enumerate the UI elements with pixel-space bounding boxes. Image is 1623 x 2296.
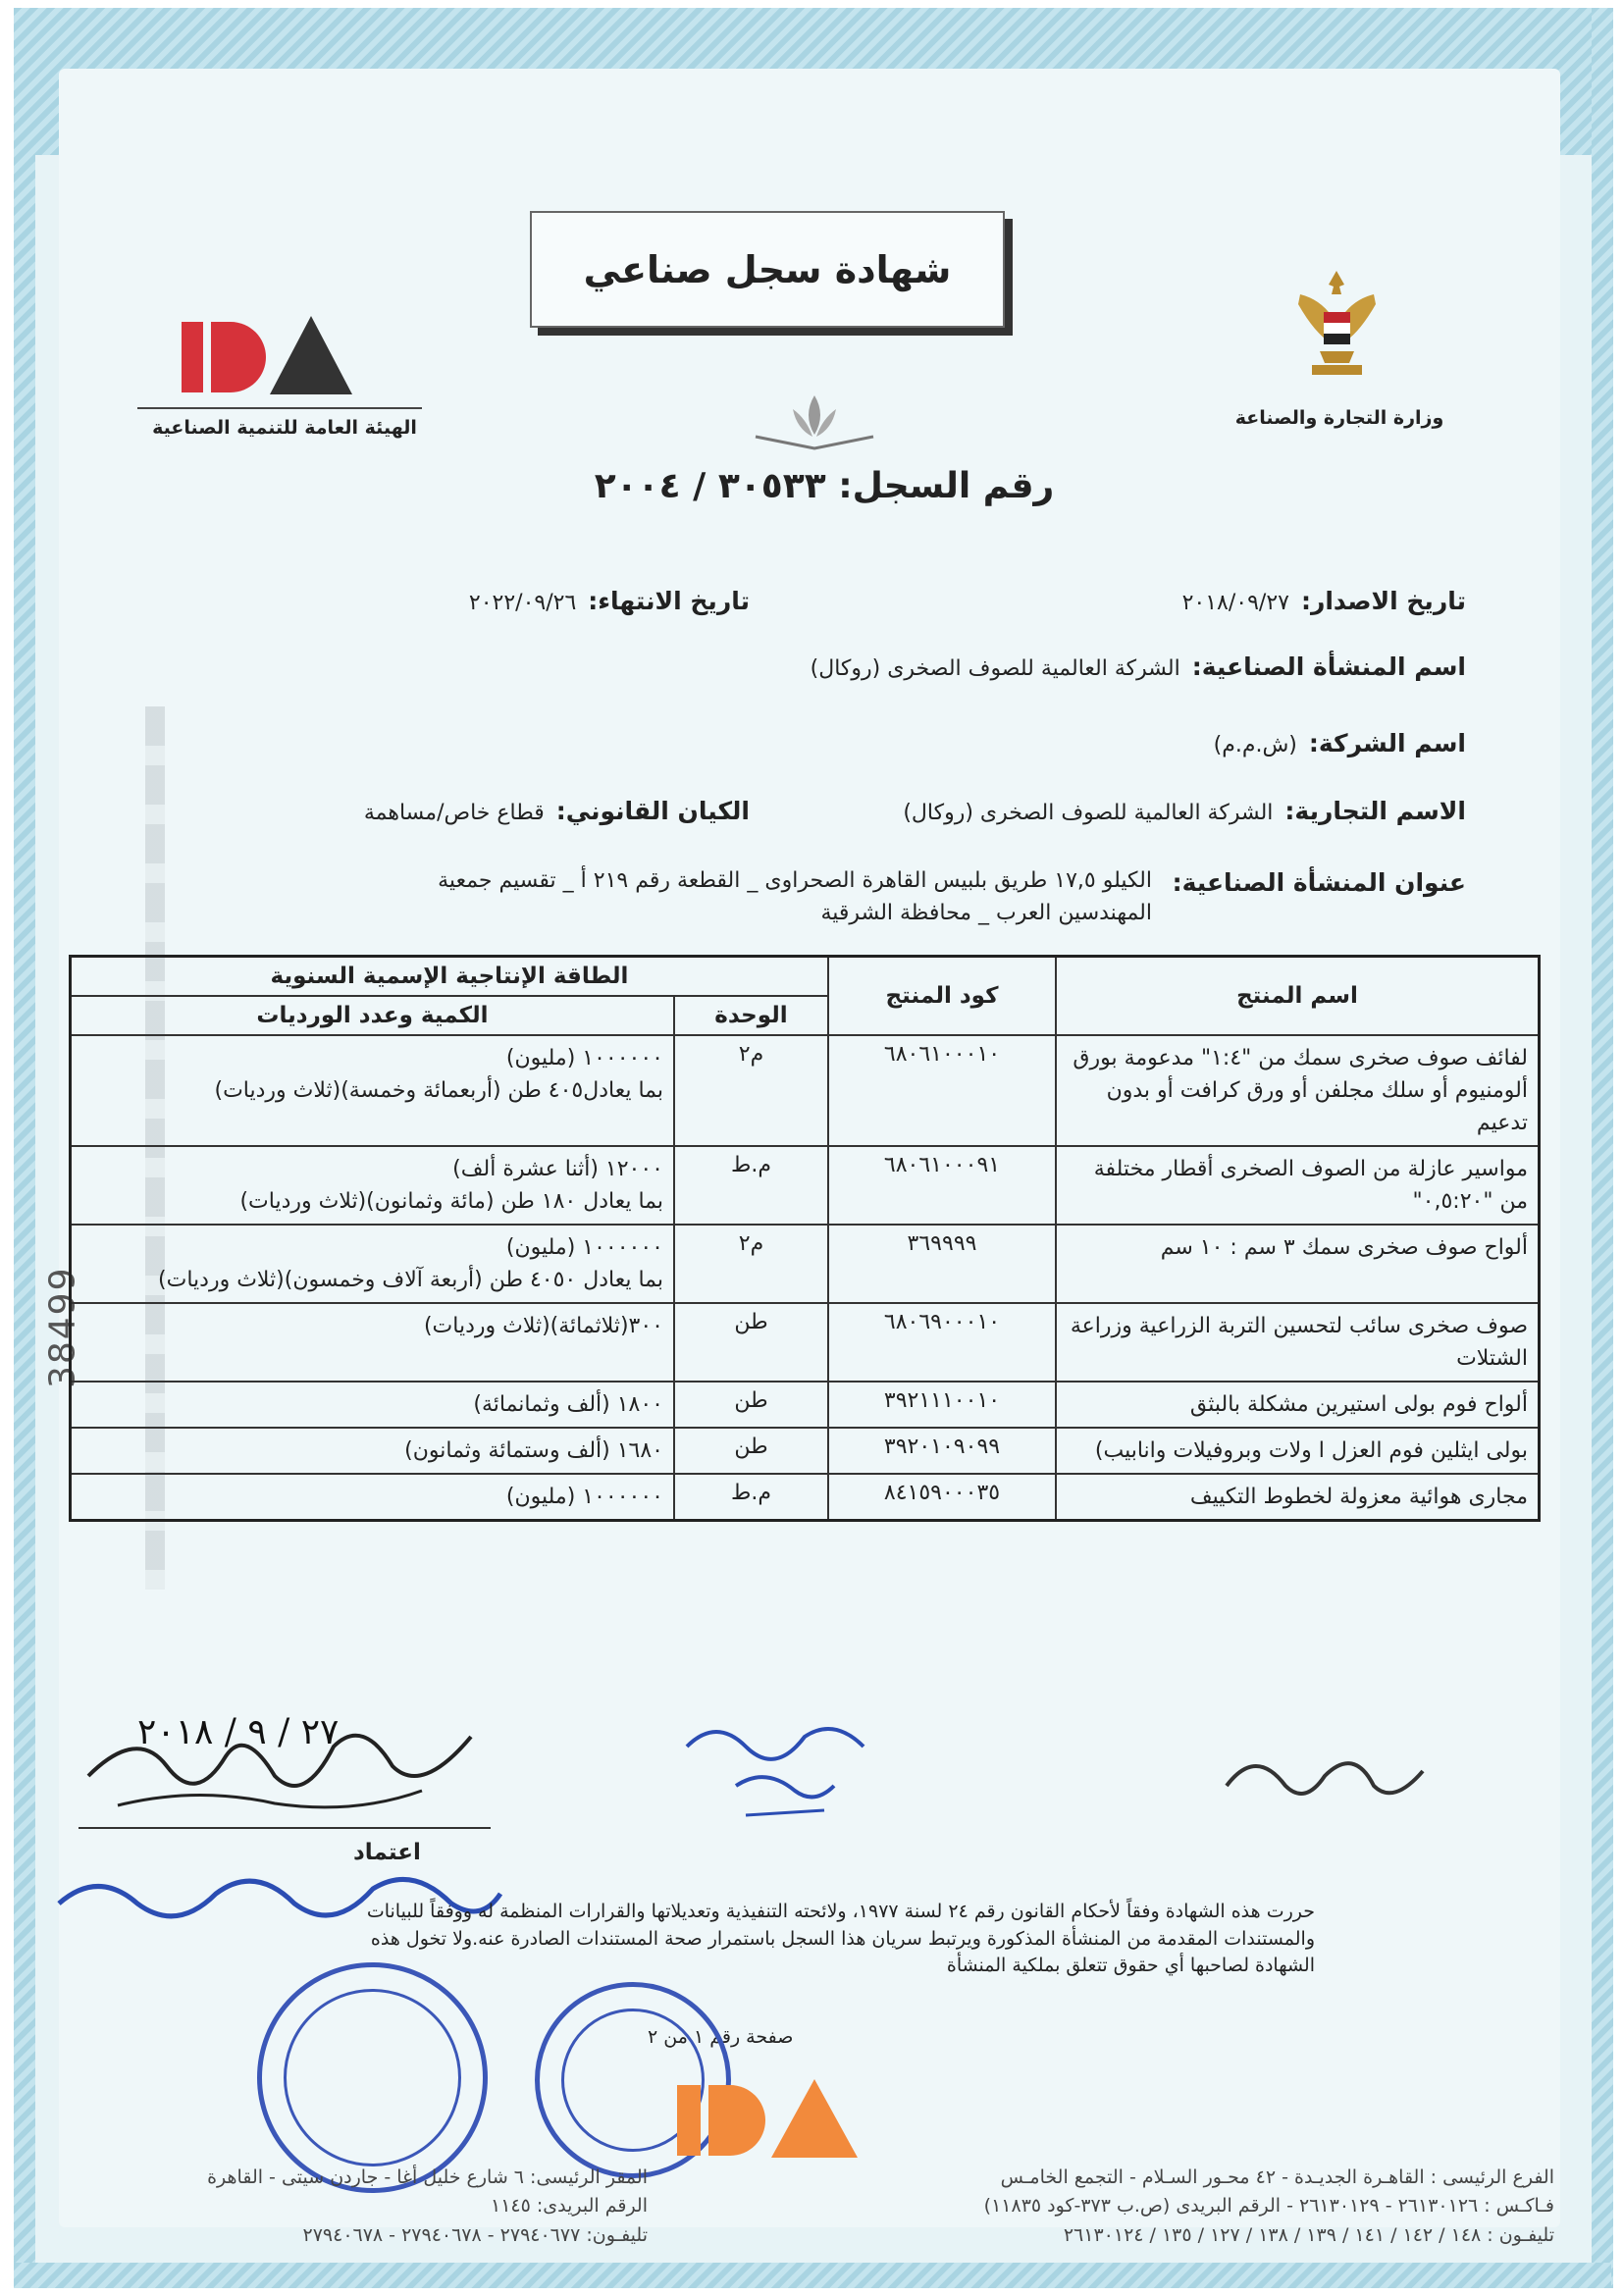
ida-logo [182, 312, 358, 400]
unit-cell: طن [674, 1382, 828, 1428]
product-name-cell: صوف صخرى سائب لتحسين التربة الزراعية وزراعة الشتلات [1056, 1303, 1540, 1382]
quantity-cell [71, 1428, 675, 1474]
table-row [71, 1035, 1540, 1146]
page-number: صفحة رقم ١ من ٢ [648, 2026, 794, 2048]
serial-number: 38499 [42, 1266, 83, 1389]
registry-number: رقم السجل: ٣٠٥٣٣ / ٢٠٠٤ [594, 466, 1055, 506]
signature-left-icon [79, 1688, 491, 1825]
handwritten-note-icon [677, 1707, 873, 1845]
quantity-main: ١٠٠٠٠٠٠ (مليون) [505, 1485, 663, 1509]
quantity-main: ١٦٨٠ (ألف وستمائة وثمانون) [404, 1438, 663, 1463]
product-name-cell: مجارى هوائية معزولة لخطوط التكييف [1056, 1474, 1540, 1521]
issue-date-value: ٢٠١٨/٠٩/٢٧ [1181, 591, 1289, 615]
quantity-main: ١٠٠٠٠٠٠ (مليون) [505, 1235, 663, 1260]
legal-notice: حررت هذه الشهادة وفقاً لأحكام القانون رقم ٢٤ لسنة ١٩٧٧، ولائحته التنفيذية وتعديلاتها والقرارات المنظمة له ووفقاً للبيانات والمستندات المقدمة من المنشأة المذكورة ويرتبط سريان هذا السجل باستمرار صحة المستندات الصادرة عنه.ولا تخول هذه الشهادة لصاحبها أي حقوق تتعلق بملكية المنشأة [366, 1901, 1315, 1977]
company-name-label: اسم الشركة: [1308, 729, 1466, 757]
footer-branch [809, 2164, 1554, 2250]
quantity-main: ١٢٠٠٠ (أثنا عشرة ألف) [452, 1157, 663, 1181]
address-line-1: الكيلو ١٧,٥ طريق بلبيس القاهرة الصحراوى _ القطعة رقم ٢١٩ أ _ تقسيم جمعية [438, 868, 1152, 893]
expiry-date-label: تاريخ الانتهاء: [588, 587, 750, 615]
header-unit: الوحدة [674, 996, 828, 1035]
header-product-code: كود المنتج [828, 957, 1056, 1036]
hq-phone: تليفـون: ٢٧٩٤٠٦٧٧ - ٢٧٩٤٠٦٧٨ - ٢٧٩٤٠٦٧٨ [302, 2223, 648, 2246]
issue-date-label: تاريخ الاصدار: [1300, 587, 1466, 615]
product-name-cell: لفائف صوف صخرى سمك من "١:٤" مدعومة بورق ألومنيوم أو سلك مجلفن أو ورق كرافت أو بدون تدعيم [1056, 1035, 1540, 1146]
legal-entity-value: قطاع خاص/مساهمة [363, 801, 545, 825]
hq-address: المقر الرئيسى: ٦ شارع خليل أغا - جاردن سيتى - القاهرة [207, 2166, 648, 2188]
certificate-title: شهادة سجل صناعي [530, 211, 1005, 328]
company-name-field [1214, 729, 1466, 757]
ornament-icon [746, 388, 883, 456]
decorative-border-left [14, 8, 35, 2288]
header-product-name: اسم المنتج [1056, 957, 1540, 1036]
unit-cell: م.ط [674, 1474, 828, 1521]
product-code-cell: ٦٨٠٦٩٠٠٠١٠ [828, 1303, 1056, 1382]
trade-name-label: الاسم التجارية: [1284, 797, 1466, 825]
ministry-stamp-icon [257, 1962, 488, 2193]
approval-label: اعتماد [353, 1840, 421, 1865]
hq-postal: الرقم البريدى: ١١٤٥ [490, 2195, 648, 2218]
quantity-main: ١٨٠٠ (ألف وثمانمائة) [473, 1392, 663, 1417]
quantity-main: ١٠٠٠٠٠٠ (مليون) [505, 1046, 663, 1070]
table-row [71, 1146, 1540, 1225]
product-name-cell: ألواح فوم بولى استيرين مشكلة بالبثق [1056, 1382, 1540, 1428]
trade-name-value: الشركة العالمية للصوف الصخرى (روكال) [903, 801, 1274, 825]
product-name-cell: مواسير عازلة من الصوف الصخرى أقطار مختلفة من "٠,٥:٢٠" [1056, 1146, 1540, 1225]
table-row [71, 1474, 1540, 1521]
product-code-cell: ٦٨٠٦١٠٠٠٩١ [828, 1146, 1056, 1225]
product-code-cell: ٣٩٢٠١٠٩٠٩٩ [828, 1428, 1056, 1474]
expiry-date-field [469, 587, 750, 615]
unit-cell: م٢ [674, 1225, 828, 1303]
trade-name-field [903, 797, 1466, 825]
quantity-cell [71, 1303, 675, 1382]
quantity-cell [71, 1382, 675, 1428]
unit-cell: طن [674, 1428, 828, 1474]
products-table [69, 955, 1541, 1522]
company-name-value: (ش.م.م) [1213, 733, 1297, 757]
table-row [71, 1225, 1540, 1303]
quantity-cell [71, 1225, 675, 1303]
product-code-cell: ٦٨٠٦١٠٠٠١٠ [828, 1035, 1056, 1146]
product-code-cell: ٣٩٢١١١٠٠١٠ [828, 1382, 1056, 1428]
ida-logo-bottom [677, 2075, 883, 2164]
handwritten-date: ٢٧ / ٩ / ٢٠١٨ [137, 1712, 340, 1752]
branch-address: الفرع الرئيسى : القاهـرة الجديـدة - ٤٢ محـور السـلام - التجمع الخامـس [1000, 2166, 1554, 2188]
unit-cell: م٢ [674, 1035, 828, 1146]
authority-name: الهيئة العامة للتنمية الصناعية [152, 417, 417, 439]
quantity-cell [71, 1035, 675, 1146]
branch-fax: فـاكـس : ٢٦١٣٠١٢٦ - ٢٦١٣٠١٢٩ - الرقم البريدى (ص.ب ٣٧٣-كود ١١٨٣٥) [983, 2195, 1554, 2218]
decorative-border-right [1592, 8, 1613, 2288]
product-name-cell: بولى ايثلين فوم العزل ا ولات وبروفيلات وانابيب) [1056, 1428, 1540, 1474]
table-row [71, 1303, 1540, 1382]
product-code-cell: ٣٦٩٩٩٩ [828, 1225, 1056, 1303]
table-row [71, 1382, 1540, 1428]
establishment-name-value: الشركة العالمية للصوف الصخرى (روكال) [810, 656, 1180, 681]
decorative-border-bottom [14, 2263, 1611, 2288]
quantity-cell [71, 1474, 675, 1521]
legal-entity-field [364, 797, 750, 825]
quantity-detail: بما يعادل٤٠٥ طن (أربعمائة وخمسة)(ثلاث ورديات) [214, 1078, 663, 1103]
unit-cell: طن [674, 1303, 828, 1382]
address-label-field [1173, 868, 1466, 897]
quantity-main: ٣٠٠(ثلاثمائة)(ثلاث ورديات) [423, 1314, 663, 1338]
table-row [71, 1428, 1540, 1474]
address-line-2: المهندسين العرب _ محافظة الشرقية [820, 901, 1152, 925]
establishment-name-label: اسم المنشأة الصناعية: [1191, 652, 1466, 681]
issue-date-field [1182, 587, 1466, 615]
ministry-name: وزارة التجارة والصناعة [1234, 407, 1444, 429]
signature-right-icon [1217, 1737, 1433, 1815]
footer-headquarters [79, 2164, 648, 2250]
eagle-emblem-icon [1290, 265, 1384, 383]
quantity-detail: بما يعادل ٤٠٥٠ طن (أربعة آلاف وخمسون)(ثلاث ورديات) [158, 1268, 663, 1292]
header-quantity: الكمية وعدد الورديات [71, 996, 675, 1035]
unit-cell: م.ط [674, 1146, 828, 1225]
header-capacity: الطاقة الإنتاجية الإسمية السنوية [71, 957, 829, 997]
approval-divider [79, 1827, 491, 1829]
table-header-row [71, 957, 1540, 997]
product-name-cell: ألواح صوف صخرى سمك ٣ سم : ١٠ سم [1056, 1225, 1540, 1303]
legal-entity-label: الكيان القانوني: [555, 797, 750, 825]
branch-phone: تليفـون : ١٤٨ / ١٤٢ / ١٤١ / ١٣٩ / ١٣٨ / ١٢٧ / ١٣٥ / ٢٦١٣٠١٢٤ [1063, 2223, 1554, 2246]
establishment-name-field [811, 652, 1466, 681]
product-code-cell: ٨٤١٥٩٠٠٠٣٥ [828, 1474, 1056, 1521]
address-label: عنوان المنشأة الصناعية: [1172, 868, 1466, 897]
quantity-cell [71, 1146, 675, 1225]
logo-divider [137, 407, 422, 409]
expiry-date-value: ٢٠٢٢/٠٩/٢٦ [468, 591, 577, 615]
quantity-detail: بما يعادل ١٨٠ طن (مائة وثمانون)(ثلاث ورديات) [239, 1189, 663, 1214]
